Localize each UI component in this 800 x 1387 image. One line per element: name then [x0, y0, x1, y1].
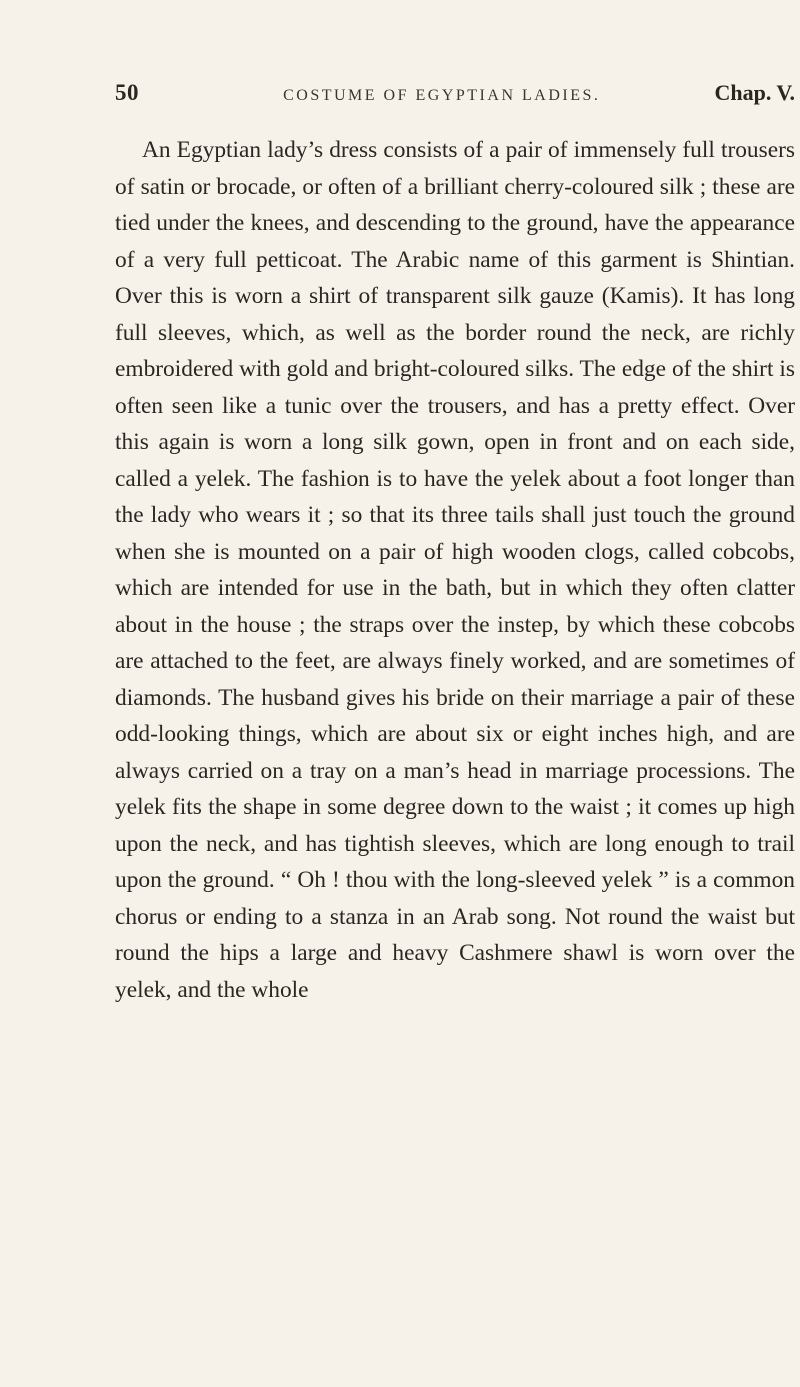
- body-paragraph: An Egyptian lady’s dress consists of a pair of immensely full trousers of satin or brocade, or often of a brilliant cherry-coloured silk ; these are tied under the knees, and descending to the ground, have the appearance of a very full petticoat. The Arabic name of this garment is Shintian. Over this is worn a shirt of transparent silk gauze (Kamis). It has long full sleeves, which, as well as the border round the neck, are richly embroidered with gold and bright-coloured silks. The edge of the shirt is often seen like a tunic over the trousers, and has a pretty effect. Over this again is worn a long silk gown, open in front and on each side, called a yelek. The fashion is to have the yelek about a foot longer than the lady who wears it ; so that its three tails shall just touch the ground when she is mounted on a pair of high wooden clogs, called cobcobs, which are intended for use in the bath, but in which they often clatter about in the house ; the straps over the instep, by which these cobcobs are attached to the feet, are always finely worked, and are sometimes of diamonds. The husband gives his bride on their marriage a pair of these odd-looking things, which are about six or eight inches high, and are always carried on a tray on a man’s head in marriage processions. The yelek fits the shape in some degree down to the waist ; it comes up high upon the neck, and has tightish sleeves, which are long enough to trail upon the ground. “ Oh ! thou with the long-sleeved yelek ” is a common chorus or ending to a stanza in an Arab song. Not round the waist but round the hips a large and heavy Cashmere shawl is worn over the yelek, and the whole: [115, 137, 795, 1003]
- running-head: [115, 80, 795, 110]
- running-head-title: COSTUME OF EGYPTIAN LADIES.: [283, 87, 601, 104]
- page-number: 50: [115, 80, 139, 105]
- chapter-label: Chap. V.: [714, 80, 795, 105]
